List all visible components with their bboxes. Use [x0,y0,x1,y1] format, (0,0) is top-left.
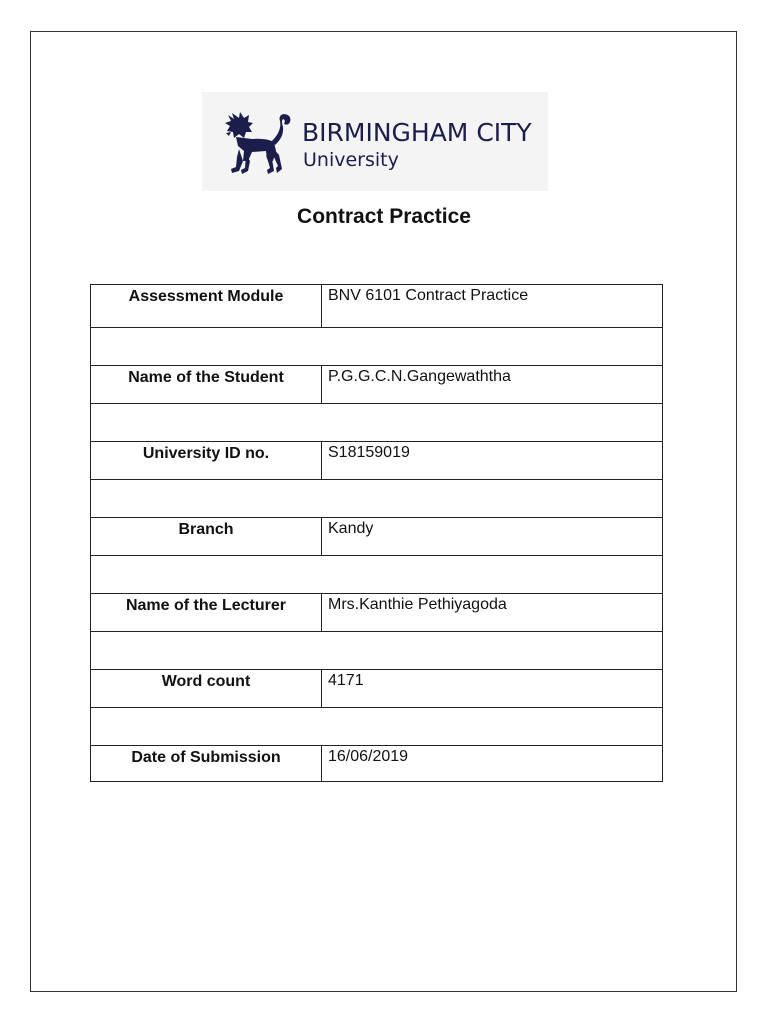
spacer-row [91,708,663,746]
spacer-cell [91,708,663,746]
table-row [91,366,663,404]
table-row [91,518,663,556]
document-title: Contract Practice [297,205,471,228]
spacer-cell [91,480,663,518]
lion-icon [222,111,294,177]
spacer-row [91,328,663,366]
spacer-cell [91,632,663,670]
university-logo [202,92,548,191]
row-label: Word count [91,670,322,708]
spacer-row [91,404,663,442]
row-value: Kandy [322,518,663,556]
row-label: Assessment Module [91,285,322,328]
row-label: Name of the Lecturer [91,594,322,632]
table-row [91,746,663,782]
row-label: Branch [91,518,322,556]
logo-wordmark-line2: University [303,149,399,171]
row-value: 16/06/2019 [322,746,663,782]
spacer-row [91,632,663,670]
row-label: University ID no. [91,442,322,480]
spacer-cell [91,404,663,442]
spacer-row [91,556,663,594]
table-row [91,670,663,708]
spacer-cell [91,328,663,366]
table-row [91,285,663,328]
row-value: BNV 6101 Contract Practice [322,285,663,328]
row-value: Mrs.Kanthie Pethiyagoda [322,594,663,632]
row-label: Date of Submission [91,746,322,782]
row-value: S18159019 [322,442,663,480]
table-row [91,594,663,632]
logo-wordmark-line1: BIRMINGHAM CITY [302,118,532,147]
row-value: 4171 [322,670,663,708]
spacer-row [91,480,663,518]
row-value: P.G.G.C.N.Gangewaththa [322,366,663,404]
row-label: Name of the Student [91,366,322,404]
spacer-cell [91,556,663,594]
table-row [91,442,663,480]
submission-details-table [90,284,663,782]
